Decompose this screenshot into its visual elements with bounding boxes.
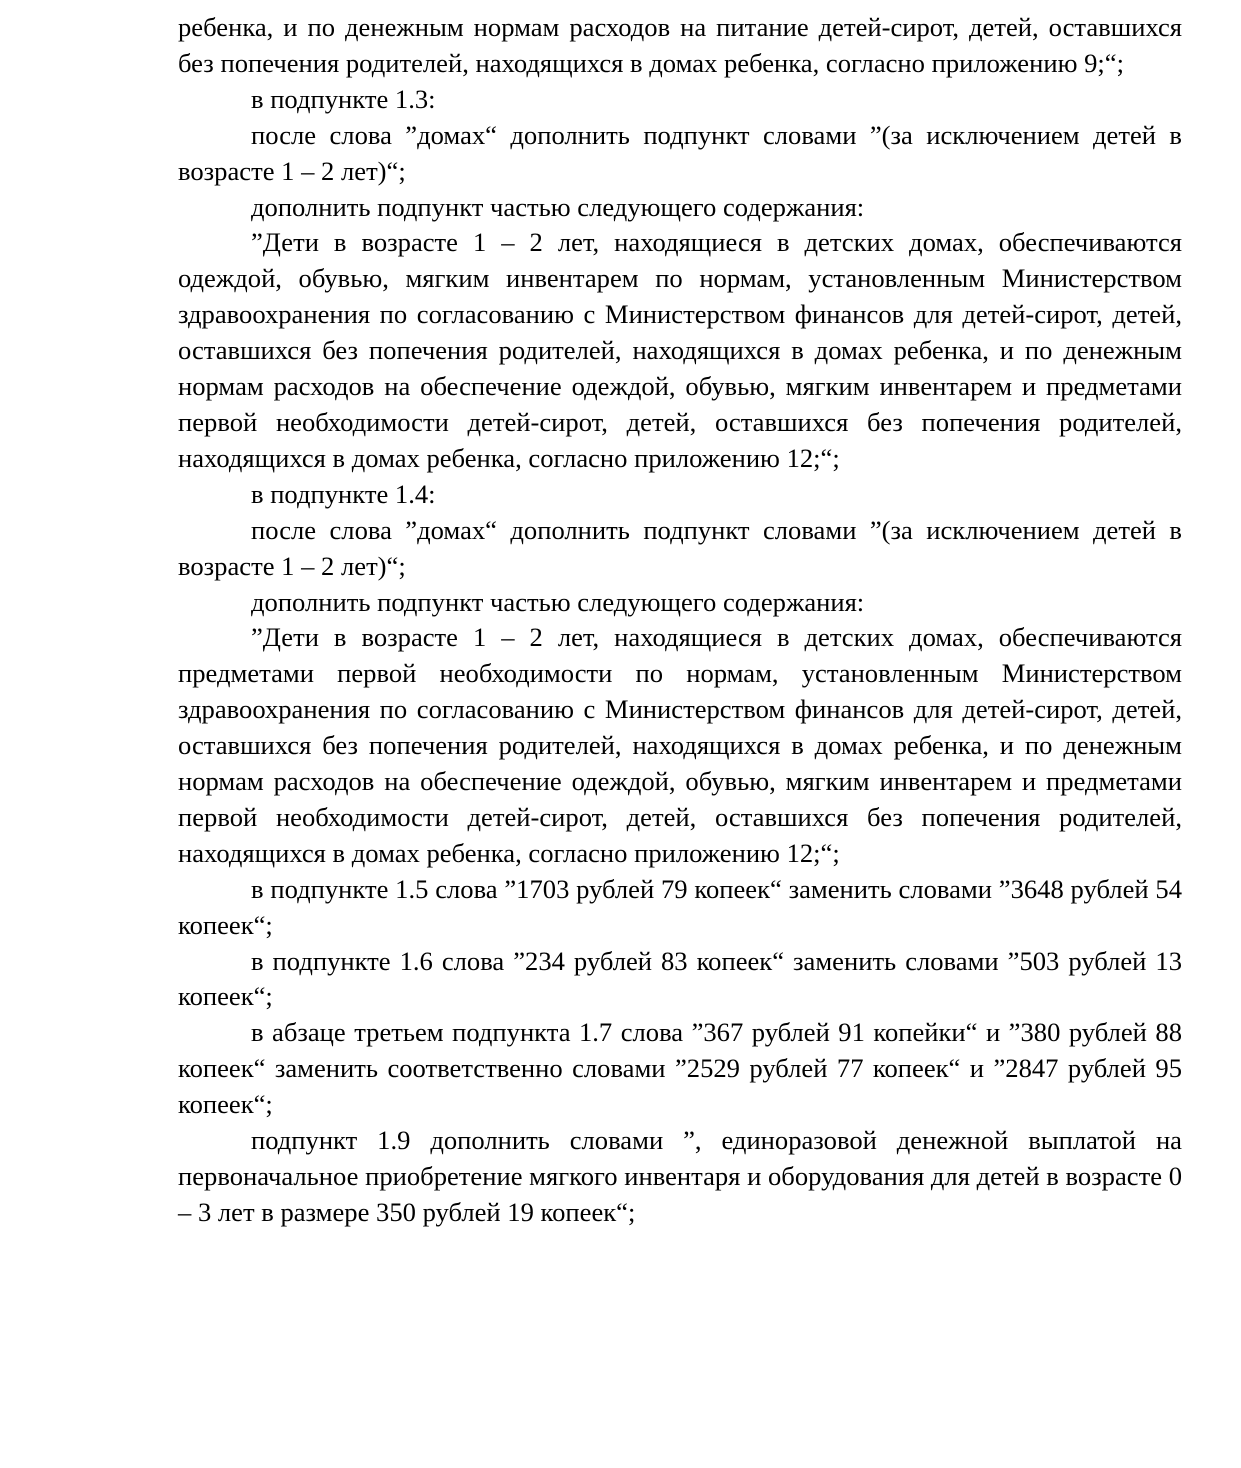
paragraph-12: в абзаце третьем подпункта 1.7 слова ”367 рублей 91 копейки“ и ”380 рублей 88 копеек“ заменить соответственно словами ”2529 рублей 77 копеек“ и ”2847 рублей 95 копеек“;	[178, 1017, 1182, 1120]
paragraph-4: дополнить подпункт частью следующего содержания:	[251, 191, 865, 222]
paragraph-3: после слова ”домах“ дополнить подпункт словами ”(за исключением детей в возрасте 1 – 2 лет)“;	[178, 119, 1182, 186]
paragraph-5: ”Дети в возрасте 1 – 2 лет, находящиеся в детских домах, обеспечиваются одеждой, обувью, мягким инвентарем по нормам, установленным Министерством здравоохранения по согласованию с Министерством финансов для детей-сирот, детей, оставшихся без попечения родителей, находящихся в домах ребенка, и по денежным нормам расходов на обеспечение одеждой, обувью, мягким инвентарем и предметами первой необходимости детей-сирот, детей, оставшихся без попечения родителей, находящихся в домах ребенка, согласно приложению 12;“;	[178, 227, 1182, 473]
paragraph-13: подпункт 1.9 дополнить словами ”, единоразовой денежной выплатой на первоначальное приобретение мягкого инвентаря и оборудования для детей в возрасте 0 – 3 лет в размере 350 рублей 19 копеек“;	[178, 1125, 1182, 1227]
paragraph-1: ребенка, и по денежным нормам расходов на питание детей-сирот, детей, оставшихся без попечения родителей, находящихся в домах ребенка, согласно приложению 9;“;	[178, 12, 1182, 78]
document-page	[178, 10, 1182, 1231]
paragraph-8: дополнить подпункт частью следующего содержания:	[251, 586, 865, 617]
paragraph-11: в подпункте 1.6 слова ”234 рублей 83 копеек“ заменить словами ”503 рублей 13 копеек“;	[178, 945, 1182, 1012]
paragraph-6: в подпункте 1.4:	[251, 478, 436, 509]
paragraph-9: ”Дети в возрасте 1 – 2 лет, находящиеся в детских домах, обеспечиваются предметами первой необходимости по нормам, установленным Министерством здравоохранения по согласованию с Министерством финансов для детей-сирот, детей, оставшихся без попечения родителей, находящихся в домах ребенка, и по денежным нормам расходов на обеспечение одеждой, обувью, мягким инвентарем и предметами первой необходимости детей-сирот, детей, оставшихся без попечения родителей, находящихся в домах ребенка, согласно приложению 12;“;	[178, 622, 1182, 868]
paragraph-7: после слова ”домах“ дополнить подпункт словами ”(за исключением детей в возрасте 1 – 2 лет)“;	[178, 514, 1182, 581]
paragraph-2: в подпункте 1.3:	[251, 83, 436, 114]
paragraph-10: в подпункте 1.5 слова ”1703 рублей 79 копеек“ заменить словами ”3648 рублей 54 копеек“;	[178, 873, 1182, 940]
